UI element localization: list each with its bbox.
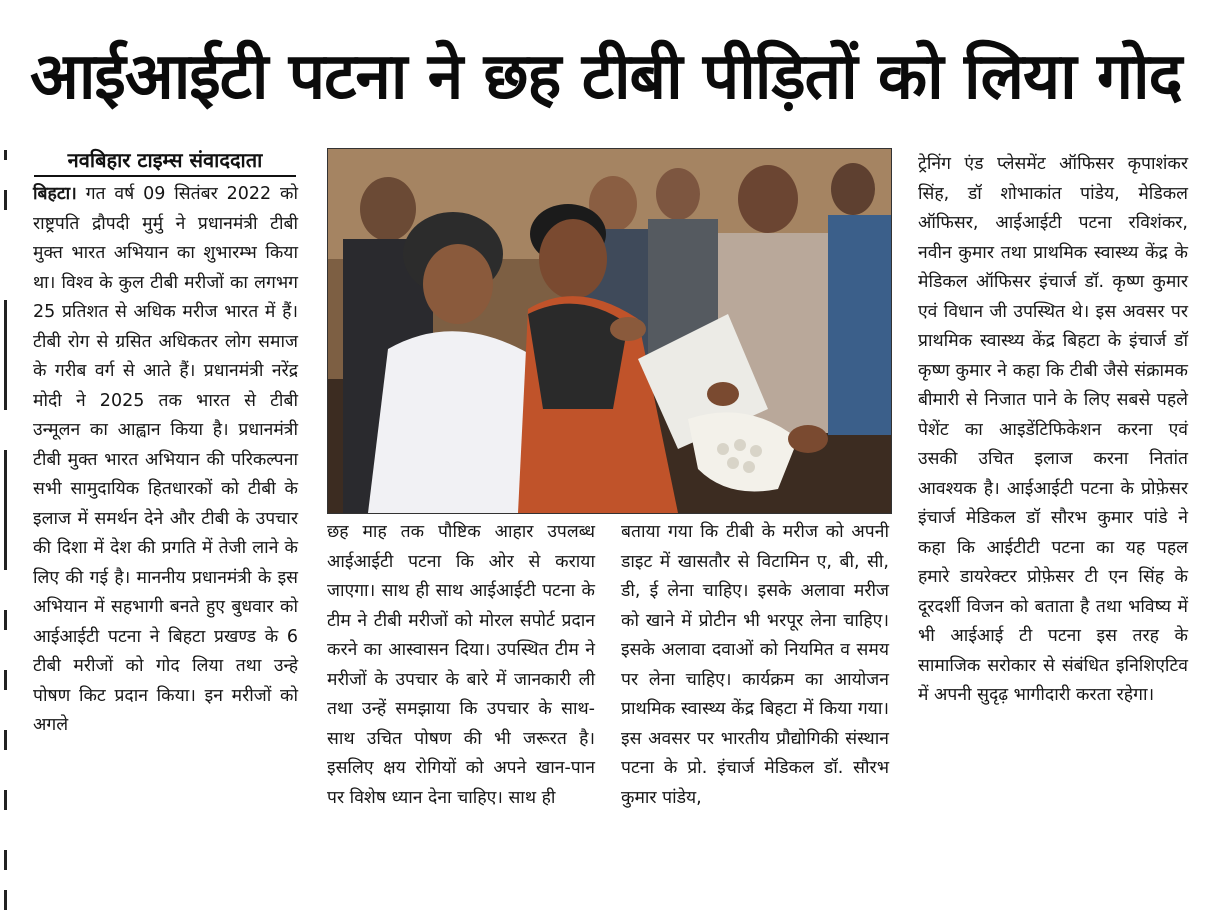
article-column-1: [33, 180, 298, 741]
headline: आईआईटी पटना ने छह टीबी पीड़ितों को लिया गोद: [30, 40, 1182, 114]
news-photo: [327, 148, 892, 514]
photo-illustration: [328, 149, 891, 513]
article-column-2: छह माह तक पौष्टिक आहार उपलब्ध आईआईटी पटना कि ओर से कराया जाएगा। साथ ही साथ आईआईटी पटना के टीम ने टीबी मरीजों को मोरल सपोर्ट प्रदान करने का आस्वासन दिया। उपस्थित टीम ने मरीजों के उपचार के बारे में जानकारी ली तथा उन्हें समझाया कि उपचार के साथ-साथ उचित पोषण की भी जरूरत है। इसलिए क्षय रोगियों को अपने खान-पान पर विशेष ध्यान देना चाहिए। साथ ही: [327, 522, 595, 808]
column-1-text: गत वर्ष 09 सितंबर 2022 को राष्ट्रपति द्रौपदी मुर्मु ने प्रधानमंत्री टीबी मुक्त भारत अभियान का शुभारम्भ किया था। विश्व के कुल टीबी मरीजों का लगभग 25 प्रतिशत से अधिक मरीज भारत में हैं। टीबी रोग से ग्रसित अधिकतर लोग समाज के गरीब वर्ग से आते हैं। प्रधानमंत्री नरेंद्र मोदी ने 2025 तक भारत से टीबी उन्मूलन का आह्वान किया है। प्रधानमंत्री टीबी मुक्त भारत अभियान की परिकल्पना सभी सामुदायिक हितधारकों को टीबी के इलाज में समर्थन देने और टीबी के उपचार की दिशा में देश की प्रगति में तेजी लाने के लिए की गई है। माननीय प्रधानमंत्री के इस अभियान में सहभागी बनते हुए बुधवार को आईआईटी पटना ने बिहटा प्रखण्ड के 6 टीबी मरीजों को गोद लिया तथा उन्हे पोषण किट प्रदान किया। इन मरीजों को अगले: [33, 184, 298, 735]
byline: नवबिहार टाइम्स संवाददाता: [34, 145, 296, 177]
article-column-3: बताया गया कि टीबी के मरीज को अपनी डाइट में खासतौर से विटामिन ए, बी, सी, डी, ई लेना चाहिए। इसके अलावा मरीज को खाने में प्रोटीन भी भरपूर लेना चाहिए। इसके अलावा दवाओं को नियमित व समय पर लेना चाहिए। कार्यक्रम का आयोजन प्राथमिक स्वास्थ्य केंद्र बिहटा में किया गया। इस अवसर पर भारतीय प्रौद्योगिकी संस्थान पटना के प्रो. इंचार्ज मेडिकल डॉ. सौरभ कुमार पांडेय,: [621, 522, 889, 808]
adjacent-column-edge: [0, 130, 10, 920]
dateline: बिहटा।: [33, 184, 77, 204]
article-column-4: ट्रेनिंग एंड प्लेसमेंट ऑफिसर कृपाशंकर सिंह, डॉ शोभाकांत पांडेय, मेडिकल ऑफिसर, आईआईटी पटना रविशंकर, नवीन कुमार तथा प्राथमिक स्वास्थ्य केंद्र के मेडिकल ऑफिसर इंचार्ज डॉ. कृष्ण कुमार एवं विधान जी उपस्थित थे। इस अवसर पर प्राथमिक स्वास्थ्य केंद्र बिहटा के इंचार्ज डॉ कृष्ण कुमार ने कहा कि टीबी जैसे संक्रामक बीमारी से निजात पाने के लिए सबसे पहले पेशेंट का आइडेंटिफिकेशन करना एवं उसकी उचित इलाज करना नितांत आवश्यक है। आईआईटी पटना के प्रोफ़ेसर इंचार्ज मेडिकल डॉ सौरभ कुमार पांडे ने कहा कि आईटीटी पटना का यह पहल हमारे डायरेक्टर प्रोफ़ेसर टी एन सिंह के दूरदर्शी विजन को बताता है तथा भविष्य में भी आईआई टी पटना इस तरह के सामाजिक सरोकार से संबंधित इनिशिएटिव में अपनी सुदृढ़ भागीदारी करता रहेगा।: [918, 154, 1188, 705]
